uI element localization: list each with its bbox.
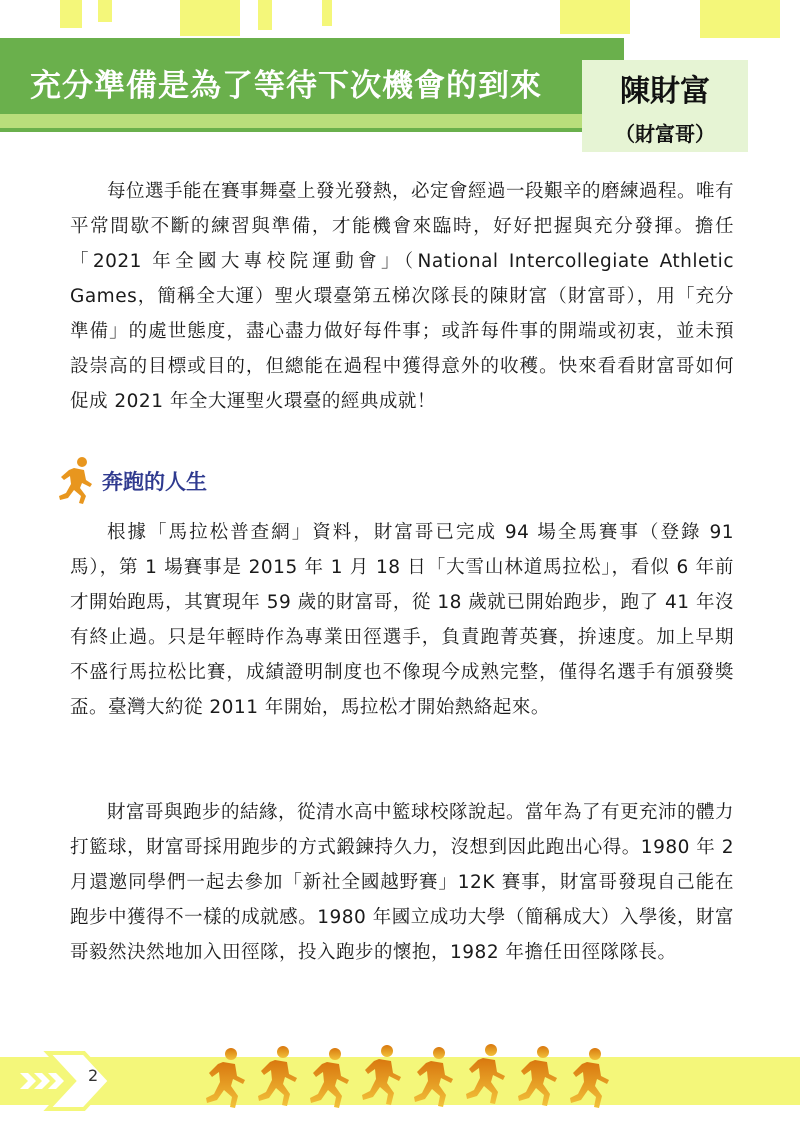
chevron-arrows-icon [14, 1047, 124, 1115]
intro-paragraph: 每位選手能在賽事舞臺上發光發熱，必定會經過一段艱辛的磨練過程。唯有平常間歇不斷的練習與準備，才能機會來臨時，好好把握與充分發揮。擔任「2021 年全國大專校院運動會」（National Intercollegiate Athletic Games，簡稱全大運）聖火環臺第五梯次隊長的陳財富（財富哥），用「充分準備」的處世態度，盡心盡力做好每件事；或許每件事的開端或初衷，並未預設崇高的目標或目的，但總能在過程中獲得意外的收穫。快來看看財富哥如何促成 2021 年全大運聖火環臺的經典成就！ [70, 181, 735, 412]
author-nickname: （財富哥） [615, 122, 715, 146]
title-banner-stripe [0, 114, 582, 128]
top-decoration [0, 0, 800, 40]
author-name: 陳財富 [620, 74, 710, 109]
runner-icon [56, 456, 96, 506]
section-paragraph-2: 財富哥與跑步的結緣，從清水高中籃球校隊說起。當年為了有更充沛的體力打籃球，財富哥採用跑步的方式鍛鍊持久力，沒想到因此跑出心得。1980 年 2 月還邀同學們一起去參加「新社全國越野賽」12K 賽事，財富哥發現自己能在跑步中獲得不一樣的成就感。1980 年國立成功大學（簡稱成大）入學後，財富哥毅然決然地加入田徑隊，投入跑步的懷抱，1982 年擔任田徑隊隊長。 [70, 802, 735, 963]
article-title: 充分準備是為了等待下次機會的到來 [30, 68, 542, 104]
section-title: 奔跑的人生 [102, 470, 207, 494]
section-paragraph-1: 根據「馬拉松普查網」資料，財富哥已完成 94 場全馬賽事（登錄 91 馬），第 1 場賽事是 2015 年 1 月 18 日「大雪山林道馬拉松」，看似 6 年前才開始跑馬，其實現年 59 歲的財富哥，從 18 歲就已開始跑步，跑了 41 年沒有終止過。只是年輕時作為專業田徑選手，負責跑菁英賽，拚速度。加上早期不盛行馬拉松比賽，成績證明制度也不像現今成熟完整，僅得名選手有頒發獎盃。臺灣大約從 2011 年開始，馬拉松才開始熱絡起來。 [70, 522, 734, 718]
page-number: 2 [88, 1066, 99, 1085]
runners-illustration [205, 1038, 625, 1118]
